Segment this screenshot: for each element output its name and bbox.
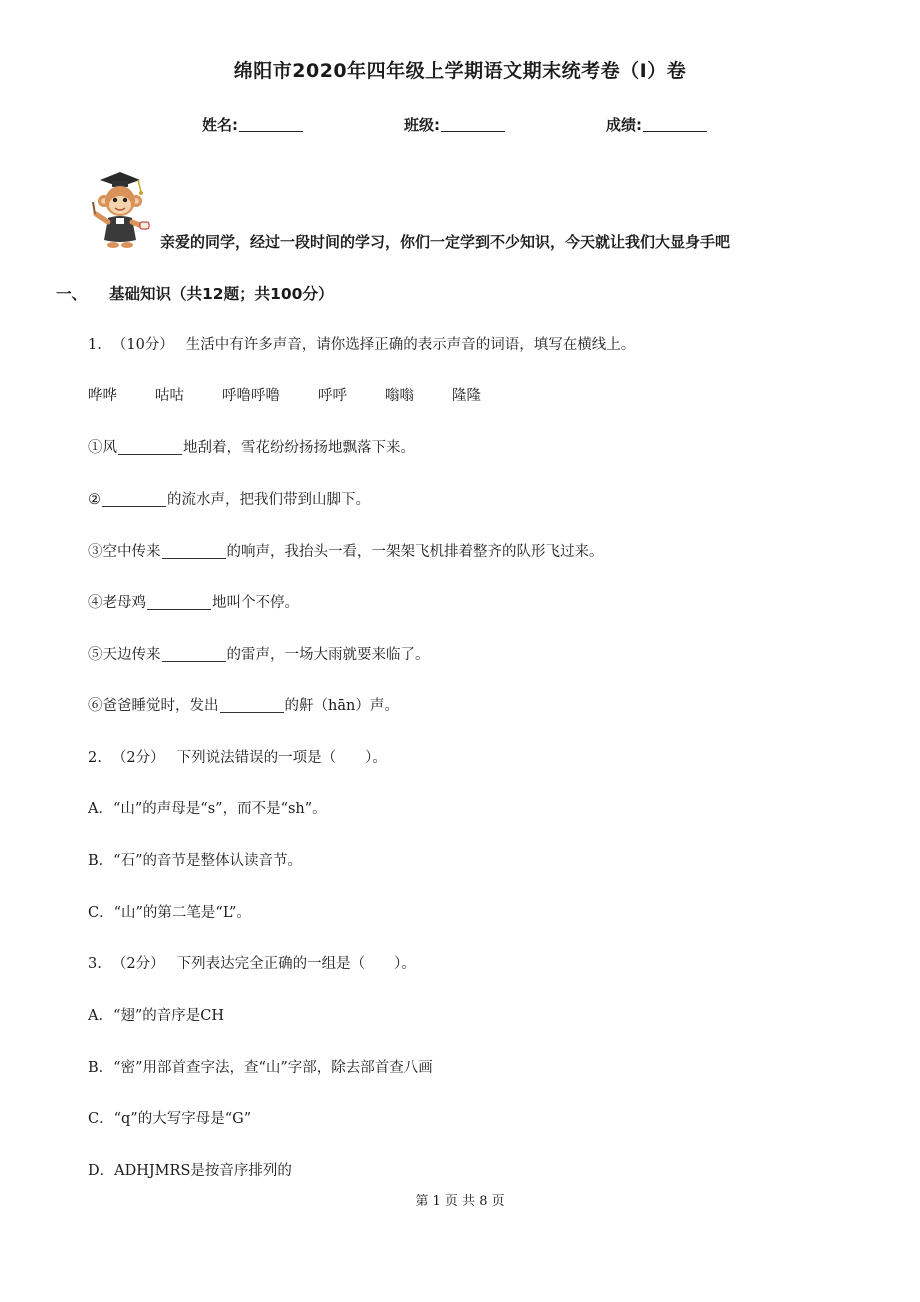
fill-item-post: 地刮着，雪花纷纷扬扬地飘落下来。 xyxy=(183,440,415,456)
fill-item-post: 的响声，我抬头一看，一架架飞机排着整齐的队形飞过来。 xyxy=(226,544,604,560)
score-blank[interactable] xyxy=(643,117,707,132)
choice-option-a[interactable]: A．“山”的声母是“s”，而不是“sh”。 xyxy=(88,801,327,817)
fill-item xyxy=(88,694,399,715)
question-3-stem xyxy=(88,952,416,973)
word-bank xyxy=(88,384,519,405)
fill-item-pre: ①风 xyxy=(88,440,117,456)
question-score: （2分） xyxy=(111,750,165,766)
question-number: 2. xyxy=(88,750,102,766)
score-field[interactable] xyxy=(606,114,707,135)
fill-item xyxy=(88,436,415,457)
question-2-stem xyxy=(88,746,387,767)
answer-blank[interactable] xyxy=(147,596,211,610)
fill-item xyxy=(88,488,370,509)
answer-blank[interactable] xyxy=(162,545,226,559)
answer-blank[interactable] xyxy=(102,493,166,507)
fill-item-pre: ③空中传来 xyxy=(88,544,161,560)
word-option: 嗡嗡 xyxy=(385,388,414,404)
fill-item-post: 的雷声，一场大雨就要来临了。 xyxy=(226,647,430,663)
word-option: 哗哗 xyxy=(88,388,117,404)
answer-blank[interactable] xyxy=(162,648,226,662)
section-header xyxy=(56,282,333,304)
fill-item-pre: ④老母鸡 xyxy=(88,595,146,611)
question-number: 3. xyxy=(88,956,102,972)
graduate-monkey-icon xyxy=(86,168,152,250)
fill-item-pre: ② xyxy=(88,492,101,508)
section-title: 基础知识（共12题；共100分） xyxy=(109,285,334,303)
question-text: 下列说法错误的一项是（ ）。 xyxy=(176,750,387,766)
answer-blank[interactable] xyxy=(118,441,182,455)
fill-item-post: 的流水声，把我们带到山脚下。 xyxy=(167,492,370,508)
question-score: （10分） xyxy=(111,337,174,353)
question-score: （2分） xyxy=(111,956,165,972)
word-option: 咕咕 xyxy=(155,388,184,404)
greeting-text: 亲爱的同学，经过一段时间的学习，你们一定学到不少知识，今天就让我们大显身手吧 xyxy=(160,233,731,251)
name-label: 姓名: xyxy=(202,116,238,134)
class-blank[interactable] xyxy=(441,117,505,132)
choice-option-c[interactable]: C．“q”的大写字母是“G” xyxy=(88,1111,252,1127)
question-text: 下列表达完全正确的一组是（ ）。 xyxy=(176,956,416,972)
question-1-stem xyxy=(88,333,635,354)
word-option: 呼呼 xyxy=(318,388,347,404)
fill-item xyxy=(88,540,604,561)
question-number: 1. xyxy=(88,337,102,353)
page-title: 绵阳市2020年四年级上学期语文期末统考卷（I）卷 xyxy=(233,60,687,82)
answer-blank[interactable] xyxy=(220,699,284,713)
name-field[interactable] xyxy=(202,114,303,135)
name-blank[interactable] xyxy=(239,117,303,132)
word-option: 隆隆 xyxy=(452,388,481,404)
fill-item-post: 地叫个不停。 xyxy=(212,595,299,611)
class-field[interactable] xyxy=(404,114,505,135)
word-option: 呼噜呼噜 xyxy=(222,388,280,404)
page-footer: 第 1 页 共 8 页 xyxy=(415,1194,505,1209)
score-label: 成绩: xyxy=(606,116,642,134)
choice-option-a[interactable]: A．“翅”的音序是CH xyxy=(88,1008,225,1024)
fill-item xyxy=(88,643,430,664)
choice-option-d[interactable]: D．ADHJMRS是按音序排列的 xyxy=(88,1163,292,1179)
fill-item xyxy=(88,591,299,612)
fill-item-pre: ⑥爸爸睡觉时，发出 xyxy=(88,698,219,714)
choice-option-c[interactable]: C．“山”的第二笔是“L”。 xyxy=(88,905,251,921)
question-text: 生活中有许多声音，请你选择正确的表示声音的词语，填写在横线上。 xyxy=(185,337,636,353)
choice-option-b[interactable]: B．“石”的音节是整体认读音节。 xyxy=(88,853,302,869)
fill-item-pre: ⑤天边传来 xyxy=(88,647,161,663)
class-label: 班级: xyxy=(404,116,440,134)
section-number: 一、 xyxy=(56,285,88,303)
choice-option-b[interactable]: B．“密”用部首查字法，查“山”字部，除去部首查八画 xyxy=(88,1060,433,1076)
fill-item-post: 的鼾（hān）声。 xyxy=(284,698,399,714)
